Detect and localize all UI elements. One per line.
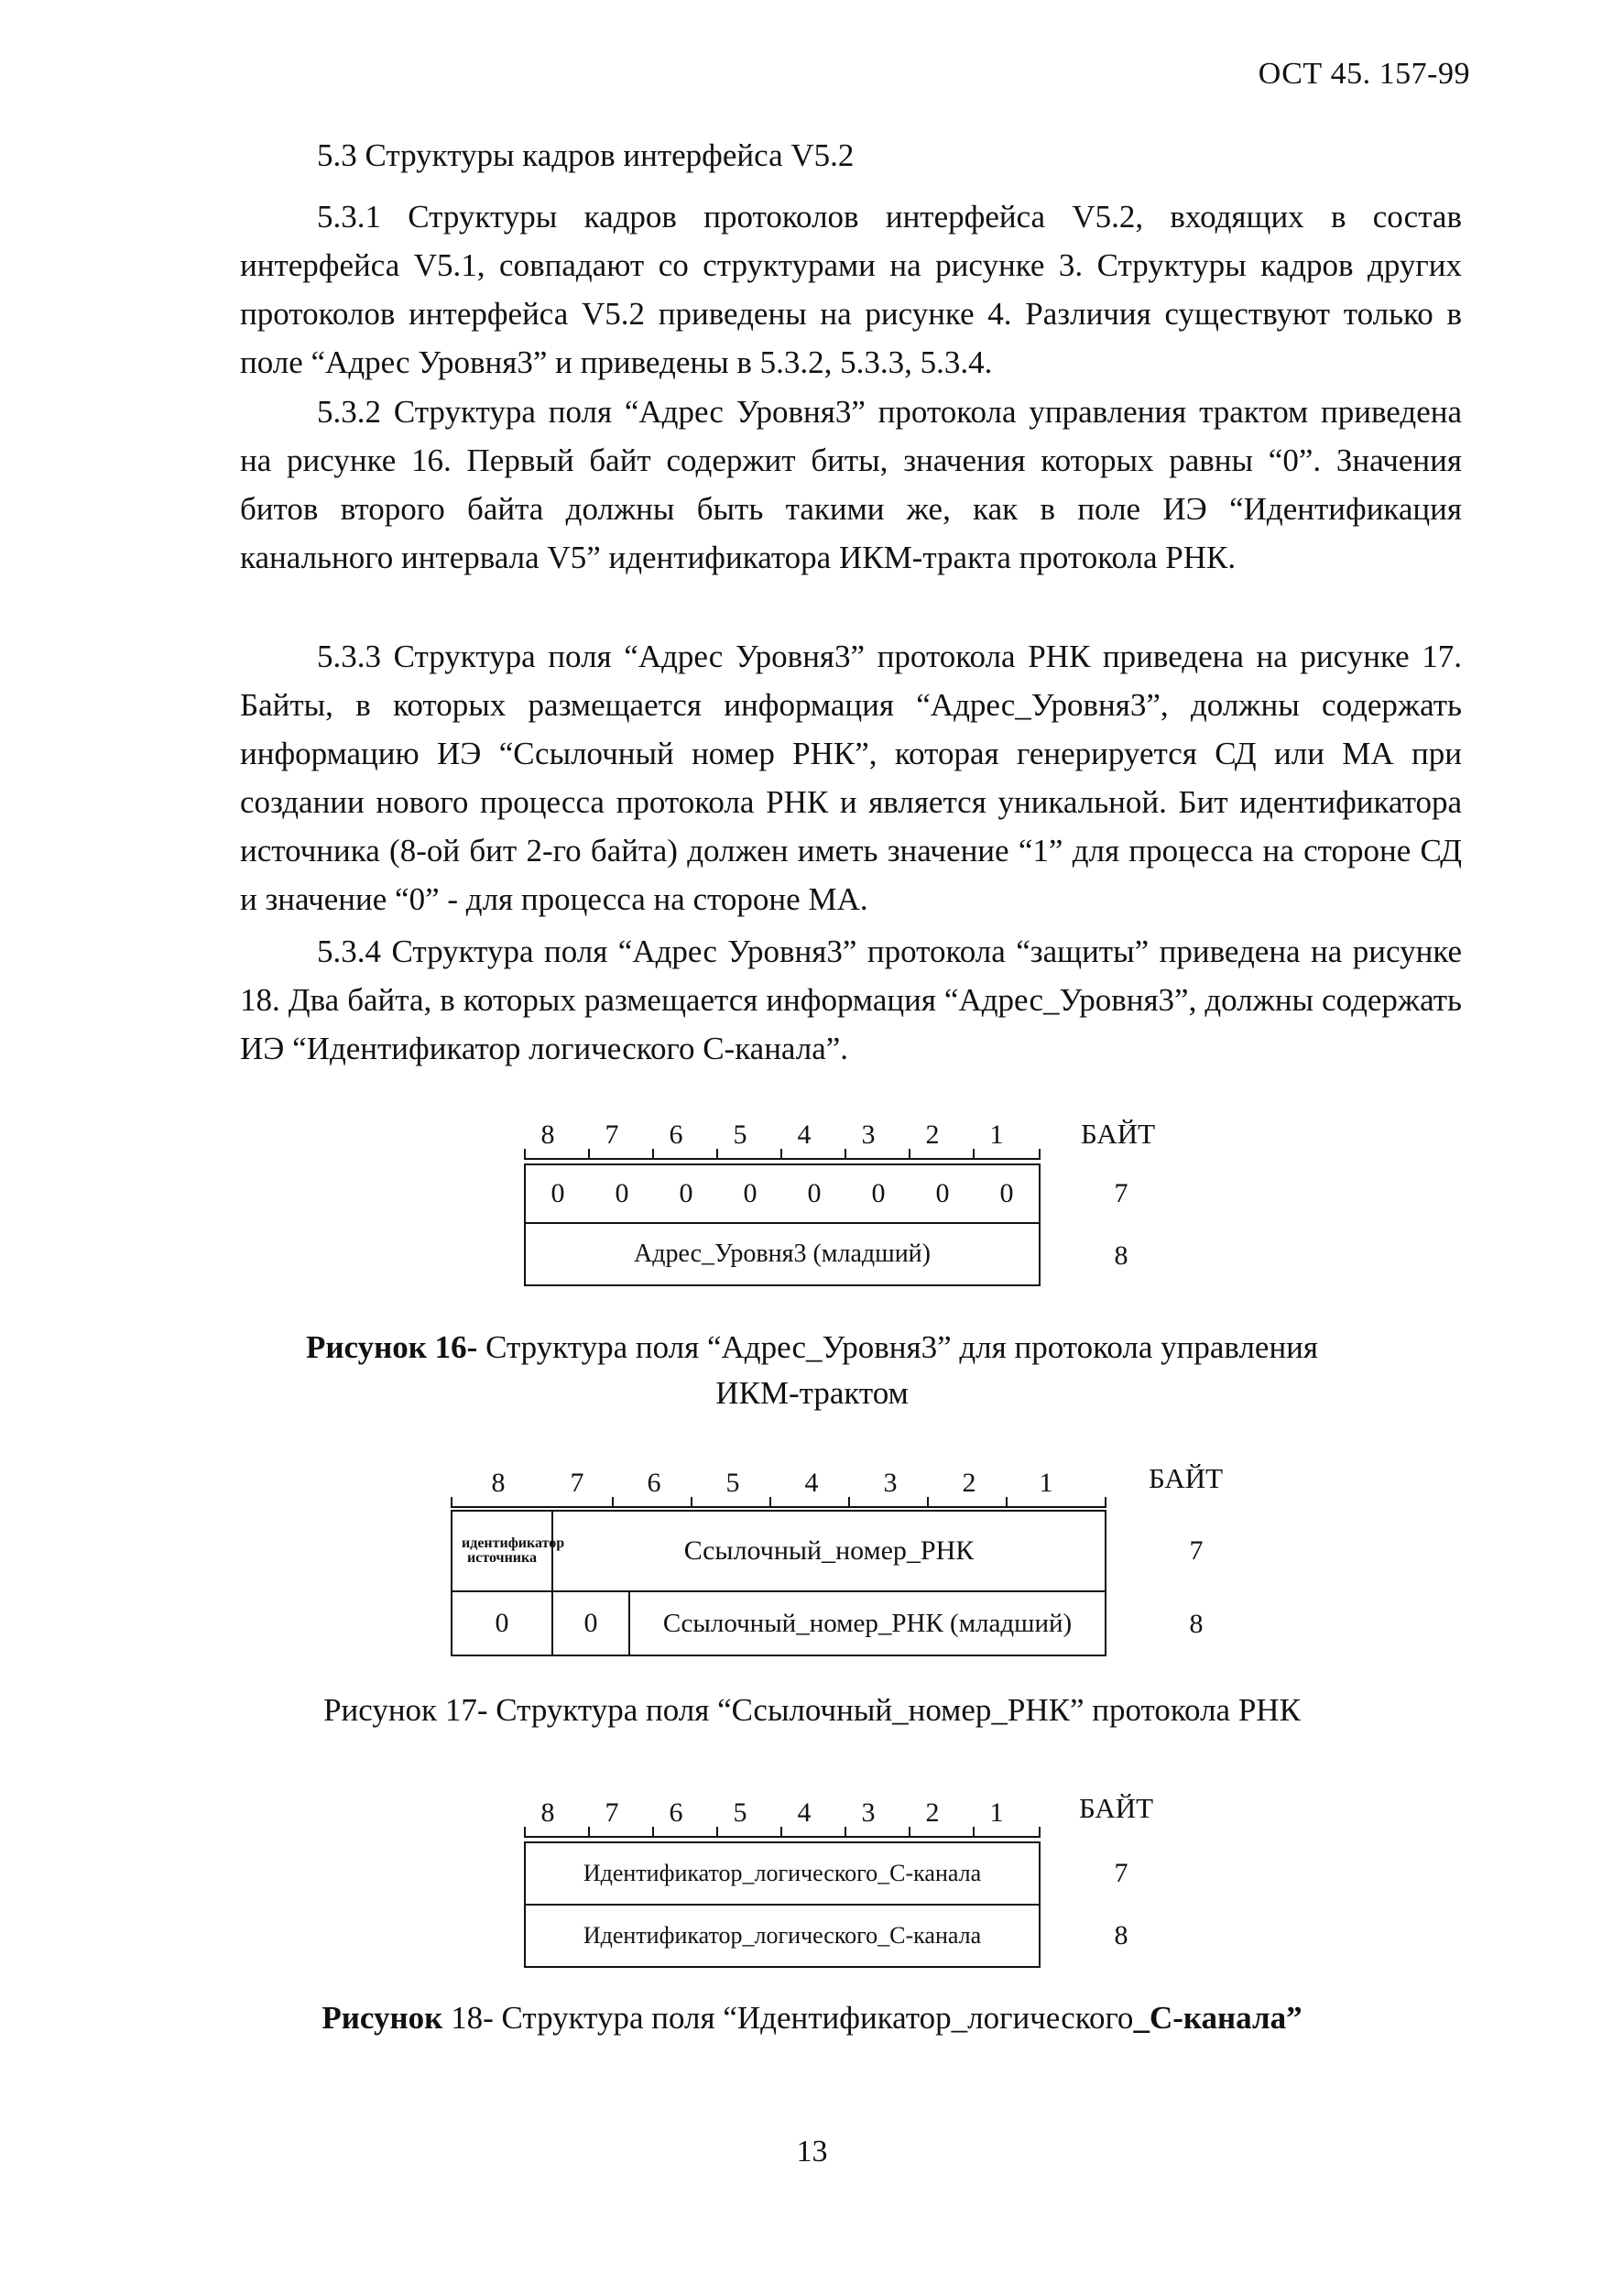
source-id-cell: [452, 1512, 565, 1590]
bit-value: 0: [999, 1178, 1014, 1208]
byte-8-row: [524, 1222, 1041, 1286]
caption-text: 18- Структура поля “Идентификатор_логического: [442, 2000, 1134, 2036]
paragraph-5-3-3: 5.3.3 Структура поля “Адрес Уровня3” протокола РНК приведена на рисунке 17. Байты, в которых размещается информация “Адрес_Уровня3”, должны содержать информацию ИЭ “Ссылочный номер РНК”, которая генерируется СД или МА при создании нового процесса протокола РНК и является уникальной. Бит идентификатора источника (8-ой бит 2-го байта) должен иметь значение “1” для процесса на стороне СД и значение “0” - для процесса на стороне МА.: [240, 639, 1462, 917]
page-number: 13: [796, 2135, 828, 2168]
field-text: Адрес_Уровня3 (младший): [633, 1240, 931, 1268]
figure-17-caption: Рисунок 17- Структура поля “Ссылочный_номер_РНК” протокола РНК: [323, 1692, 1301, 1728]
byte-8-row: [524, 1904, 1041, 1968]
field-text: Ссылочный_номер_РНК (младший): [662, 1608, 1073, 1638]
bit-label: 3: [861, 1797, 876, 1828]
bit-label: 1: [989, 1797, 1004, 1828]
paragraph-5-3-1: 5.3.1 Структуры кадров протоколов интерфейса V5.2, входящих в состав интерфейса V5.1, совпадают со структурами на рисунке 3. Структуры кадров других протоколов интерфейса V5.2 приведены на рисунке 4. Различия существуют только в поле “Адрес Уровня3” и приведены в 5.3.2, 5.3.3, 5.3.4.: [240, 199, 1462, 380]
bit-label: 5: [725, 1468, 740, 1498]
caption-text: Структура поля “Адрес_Уровня3” для протокола управления: [477, 1329, 1319, 1365]
bit-label: 1: [1039, 1468, 1053, 1498]
bit-label: 8: [491, 1468, 506, 1498]
byte-header: БАЙТ: [1081, 1118, 1156, 1150]
bit-label: 8: [540, 1797, 555, 1828]
bit-scale: [524, 1797, 1041, 1838]
bit-value: 0: [615, 1178, 629, 1208]
bit-label: 3: [861, 1120, 876, 1150]
bit-label: 4: [797, 1120, 812, 1150]
bit-scale: [451, 1468, 1106, 1508]
bit-value: 0: [553, 1592, 630, 1655]
byte-7-row: [451, 1510, 1106, 1592]
caption-label: Рисунок 16-: [305, 1329, 478, 1365]
byte-number: 8: [1114, 1240, 1128, 1271]
bit-label: 7: [605, 1797, 619, 1828]
byte-number: 8: [1114, 1920, 1128, 1950]
bit-value: 0: [871, 1178, 886, 1208]
document-code: ОСТ 45. 157-99: [1258, 57, 1470, 91]
bit-label: 8: [540, 1120, 555, 1150]
bit-label: 5: [733, 1797, 747, 1828]
byte-8-row: [451, 1590, 1106, 1656]
bit-label: 3: [883, 1468, 898, 1498]
bit-scale: [524, 1120, 1041, 1160]
paragraph-5-3-2: 5.3.2 Структура поля “Адрес Уровня3” протокола управления трактом приведена на рисунке 16. Первый байт содержит биты, значения которых равны “0”. Значения битов второго байта должны быть такими же, как в поле ИЭ “Идентификация канального интервала V5” идентификатора ИКМ-тракта протокола РНК.: [240, 394, 1462, 575]
bit-label: 7: [605, 1120, 619, 1150]
bit-label: 7: [570, 1468, 584, 1498]
byte-7-row: [524, 1163, 1041, 1224]
byte-number: 7: [1189, 1535, 1204, 1566]
bit-value: 0: [452, 1592, 553, 1655]
bit-label: 6: [669, 1797, 683, 1828]
bit-label: 1: [989, 1120, 1004, 1150]
bit-label: 6: [647, 1468, 661, 1498]
section-heading: 5.3 Структуры кадров интерфейса V5.2: [317, 137, 855, 173]
paragraph-5-3-4: 5.3.4 Структура поля “Адрес Уровня3” протокола “защиты” приведена на рисунке 18. Два байта, в которых размещается информация “Адрес_Уровня3”, должны содержать ИЭ “Идентификатор логического С-канала”.: [240, 934, 1462, 1066]
byte-header: БАЙТ: [1149, 1462, 1224, 1494]
field-text: Ссылочный_номер_РНК: [683, 1535, 975, 1566]
caption-label: Рисунок: [322, 2000, 443, 2036]
field-text: Идентификатор_логического_С-канала: [583, 1860, 982, 1886]
byte-number: 7: [1114, 1858, 1128, 1888]
byte-number: 7: [1114, 1178, 1128, 1208]
source-id-label: идентификатор источника: [462, 1535, 565, 1566]
bit-value: 0: [679, 1178, 693, 1208]
bit-label: 5: [733, 1120, 747, 1150]
field-text: Идентификатор_логического_С-канала: [583, 1922, 982, 1949]
byte-number: 8: [1189, 1609, 1204, 1639]
figure-16-caption: [0, 1325, 1624, 1371]
bit-value: 0: [935, 1178, 950, 1208]
bit-label: 6: [669, 1120, 683, 1150]
bit-label: 2: [925, 1120, 940, 1150]
figure-18-caption: [0, 1995, 1624, 2041]
bit-value: 0: [807, 1178, 822, 1208]
bit-value: 0: [550, 1178, 565, 1208]
bit-value: 0: [743, 1178, 758, 1208]
byte-header: БАЙТ: [1079, 1792, 1154, 1824]
byte-7-row: [524, 1841, 1041, 1906]
bit-label: 2: [962, 1468, 976, 1498]
caption-text-bold: _С-канала”: [1133, 2000, 1302, 2036]
bit-label: 2: [925, 1797, 940, 1828]
bit-label: 4: [797, 1797, 812, 1828]
figure-16-caption-line2: ИКМ-трактом: [715, 1375, 909, 1411]
bit-label: 4: [804, 1468, 819, 1498]
